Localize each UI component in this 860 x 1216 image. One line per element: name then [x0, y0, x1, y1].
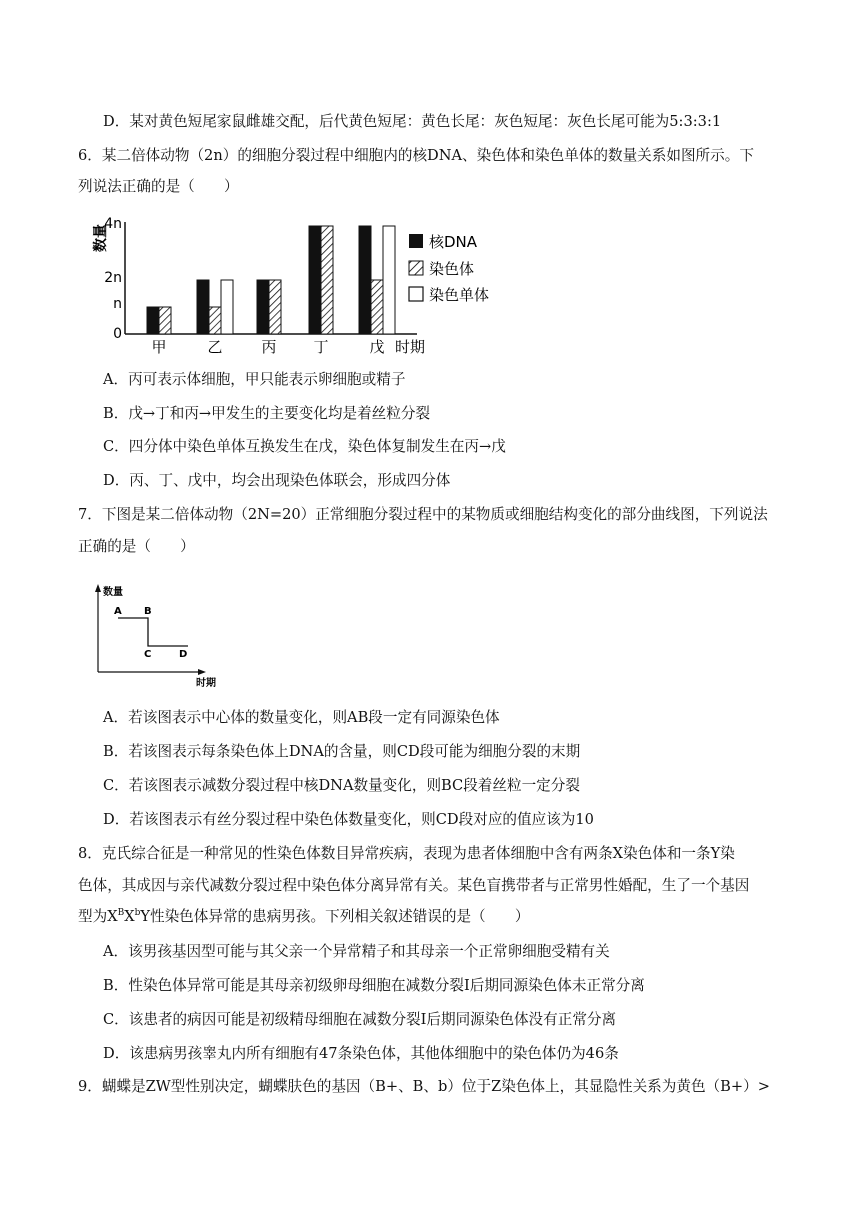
y-axis-label: 数量: [103, 587, 123, 598]
q6-option-a: A．丙可表示体细胞，甲只能表示卵细胞或精子: [103, 371, 406, 388]
legend-swatch-chromatid: [409, 287, 423, 301]
step-curve: [118, 618, 188, 646]
q6-stem-line2: 列说法正确的是（ ）: [78, 178, 239, 195]
q6-option-d: D．丙、丁、戊中，均会出现染色体联会，形成四分体: [103, 472, 451, 489]
q8-option-b: B．性染色体异常可能是其母亲初级卵母细胞在减数分裂Ⅰ后期同源染色体未正常分离: [103, 977, 645, 994]
point-c-label: C: [144, 649, 152, 660]
q6-option-c: C．四分体中染色单体互换发生在戊，染色体复制发生在丙→戊: [103, 438, 506, 455]
point-b-label: B: [144, 606, 152, 617]
y-tick-n: n: [113, 296, 122, 312]
q9-stem-line1: 9．蝴蝶是ZW型性别决定，蝴蝶肤色的基因（B+、B、b）位于Z染色体上，其显隐性关系为黄色（B+）>: [78, 1078, 770, 1095]
bar-2-1: [269, 280, 281, 334]
q6-stem-line1: 6．某二倍体动物（2n）的细胞分裂过程中细胞内的核DNA、染色体和染色单体的数量关系如图所示。下: [78, 147, 754, 164]
q8-option-c: C．该患者的病因可能是初级精母细胞在减数分裂Ⅰ后期同源染色体没有正常分离: [103, 1011, 617, 1028]
x-axis-label: 时期: [395, 338, 426, 356]
legend-swatch-dna: [409, 234, 423, 248]
q8-stem-line1: 8．克氏综合征是一种常见的性染色体数目异常疾病，表现为患者体细胞中含有两条X染色体和一条Y染: [78, 845, 735, 862]
y-tick-4n: 4n: [104, 216, 122, 232]
q8-stem-line2: 色体，其成因与亲代减数分裂过程中染色体分离异常有关。某色盲携带者与正常男性婚配，生了一个基因: [78, 877, 750, 894]
bar-4-0: [359, 226, 371, 334]
q7-step-figure: [88, 582, 228, 692]
bar-1-1: [209, 307, 221, 334]
x-axis-label: 时期: [196, 678, 216, 689]
bar-4-1: [371, 280, 383, 334]
bar-1-0: [197, 280, 209, 334]
q7-option-c: C．若该图表示减数分裂过程中核DNA数量变化，则BC段着丝粒一定分裂: [103, 777, 580, 794]
bar-0-1: [159, 307, 171, 334]
legend-label-chromatid: 染色单体: [429, 286, 490, 304]
bar-1-2: [221, 280, 233, 334]
y-tick-2n: 2n: [104, 270, 122, 286]
y-tick-0: 0: [113, 326, 122, 342]
bar-0-0: [147, 307, 159, 334]
point-a-label: A: [114, 606, 122, 617]
q8-option-a: A．该男孩基因型可能与其父亲一个异常精子和其母亲一个正常卵细胞受精有关: [103, 943, 610, 960]
q6-option-b: B．戊→丁和丙→甲发生的主要变化均是着丝粒分裂: [103, 405, 431, 422]
q8-option-d: D．该患病男孩睾丸内所有细胞有47条染色体，其他体细胞中的染色体仍为46条: [103, 1045, 619, 1062]
q7-option-a: A．若该图表示中心体的数量变化，则AB段一定有同源染色体: [103, 709, 500, 726]
x-tick-label: 甲: [151, 338, 167, 356]
point-d-label: D: [179, 649, 188, 660]
legend: [409, 233, 489, 304]
bar-2-0: [257, 280, 269, 334]
bar-3-0: [309, 226, 321, 334]
legend-label-dna: 核DNA: [429, 233, 478, 251]
bar-3-1: [321, 226, 333, 334]
legend-label-chromosome: 染色体: [429, 260, 475, 278]
bar-4-2: [383, 226, 395, 334]
q7-option-b: B．若该图表示每条染色体上DNA的含量，则CD段可能为细胞分裂的末期: [103, 743, 581, 760]
q5-option-d: D．某对黄色短尾家鼠雌雄交配，后代黄色短尾：黄色长尾：灰色短尾：灰色长尾可能为5:3:3:1: [103, 113, 722, 130]
q8-stem-line3: 型为$X^BX^bY$性染色体异常的患病男孩。下列相关叙述错误的是（ ）: [78, 908, 530, 925]
q7-option-d: D．若该图表示有丝分裂过程中染色体数量变化，则CD段对应的值应该为10: [103, 811, 594, 828]
x-tick-label: 丁: [313, 338, 329, 356]
legend-swatch-chromosome: [409, 261, 423, 275]
q7-stem-line1: 7．下图是某二倍体动物（2N=20）正常细胞分裂过程中的某物质或细胞结构变化的部分曲线图，下列说法: [78, 506, 768, 523]
y-axis-label: 数量: [93, 224, 109, 252]
x-tick-label: 乙: [207, 338, 223, 356]
x-tick-label: 丙: [261, 338, 277, 356]
q6-bar-chart: [95, 212, 525, 360]
q7-stem-line2: 正确的是（ ）: [78, 538, 195, 555]
x-tick-label: 戊: [369, 338, 385, 356]
